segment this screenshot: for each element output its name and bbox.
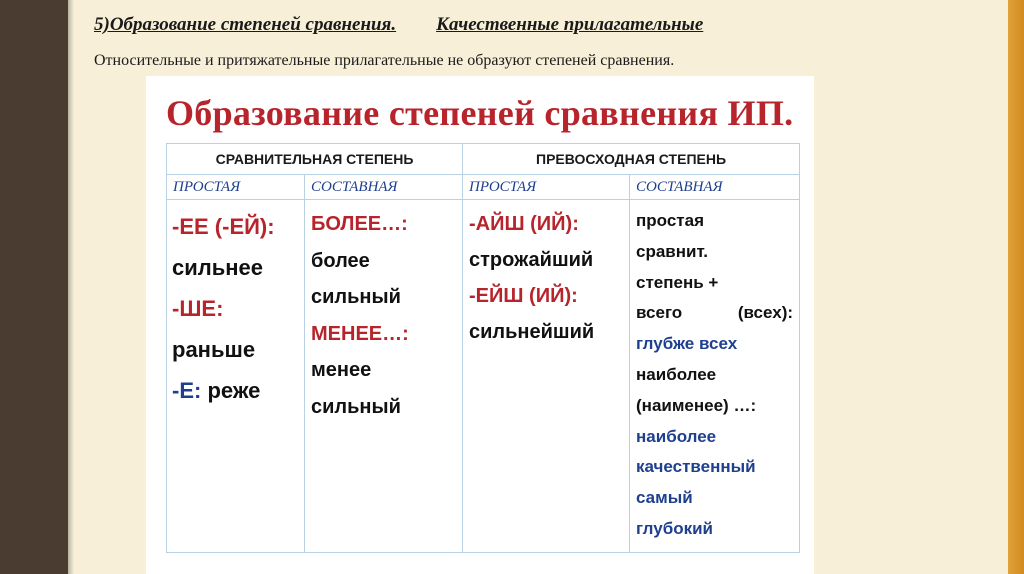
suffix-eysh: -ЕЙШ (ИЙ): (469, 285, 578, 307)
comparison-degrees-table (166, 143, 800, 553)
example-silnee: сильнее (172, 255, 264, 280)
suffix-e-line (172, 370, 300, 411)
table-content-row (167, 200, 800, 553)
line-prostaya: простая (636, 211, 704, 230)
cell-sup-simple (463, 200, 630, 553)
line-sravnit: сравнит. (636, 241, 709, 261)
line-naimenee: (наименее) …: (636, 395, 757, 415)
heading-part-1: 5)Образование степеней сравнения. (94, 14, 397, 35)
example-silneysh: сильнейший (469, 321, 595, 343)
left-decorative-band (0, 0, 68, 574)
marker-menee: МЕНЕЕ…: (311, 322, 409, 345)
line-naibolee: наиболее (636, 364, 717, 384)
table-header-row (167, 144, 800, 175)
example-naibolee: наиболее (636, 426, 717, 446)
example-ranshe: раньше (172, 337, 256, 362)
word-vseh: (всех): (737, 303, 794, 323)
subheader-sup-compound: СОСТАВНАЯ (630, 175, 800, 200)
suffix-e: -Е: (172, 378, 202, 403)
cell-comp-compound (305, 200, 463, 553)
subheader-comp-compound: СОСТАВНАЯ (305, 175, 463, 200)
example-kachestvenny: качественный (636, 457, 756, 477)
header-comparative: СРАВНИТЕЛЬНАЯ СТЕПЕНЬ (167, 144, 463, 175)
word-vsego: всего (636, 303, 683, 323)
slide-heading (94, 14, 924, 36)
example-strozhaysh: строжайший (469, 249, 594, 271)
line-stepen: степень + (636, 272, 719, 292)
card-title: Образование степеней сравнения ИП. (166, 93, 794, 133)
marker-bolee: БОЛЕЕ…: (311, 213, 408, 235)
table-subheader-row (167, 175, 800, 200)
example-rezhe: реже (207, 378, 261, 403)
right-decorative-band (1008, 0, 1024, 574)
line-vsego (636, 298, 793, 329)
example-silny-2: сильный (311, 395, 401, 418)
example-samy: самый (636, 488, 693, 508)
cell-sup-compound (630, 200, 800, 553)
suffix-aysh: -АЙШ (ИЙ): (469, 213, 579, 235)
suffix-she: -ШЕ: (172, 296, 224, 321)
example-bolee: более (311, 249, 370, 272)
example-glubokiy: глубокий (636, 518, 713, 538)
example-silny-1: сильный (311, 286, 401, 308)
subheader-comp-simple: ПРОСТАЯ (167, 175, 305, 200)
slide-note: Относительные и притяжательные прилагательные не образуют степеней сравнения. (94, 52, 675, 69)
heading-part-2: Качественные прилагательные (436, 14, 704, 35)
header-superlative: ПРЕВОСХОДНАЯ СТЕПЕНЬ (463, 144, 800, 175)
suffix-ee: -ЕЕ (-ЕЙ): (172, 214, 275, 239)
subheader-sup-simple: ПРОСТАЯ (463, 175, 630, 200)
example-menee: менее (311, 359, 372, 381)
example-glubzhe-vseh: глубже всех (636, 334, 738, 354)
cell-comp-simple (167, 200, 305, 553)
content-card (146, 76, 814, 574)
